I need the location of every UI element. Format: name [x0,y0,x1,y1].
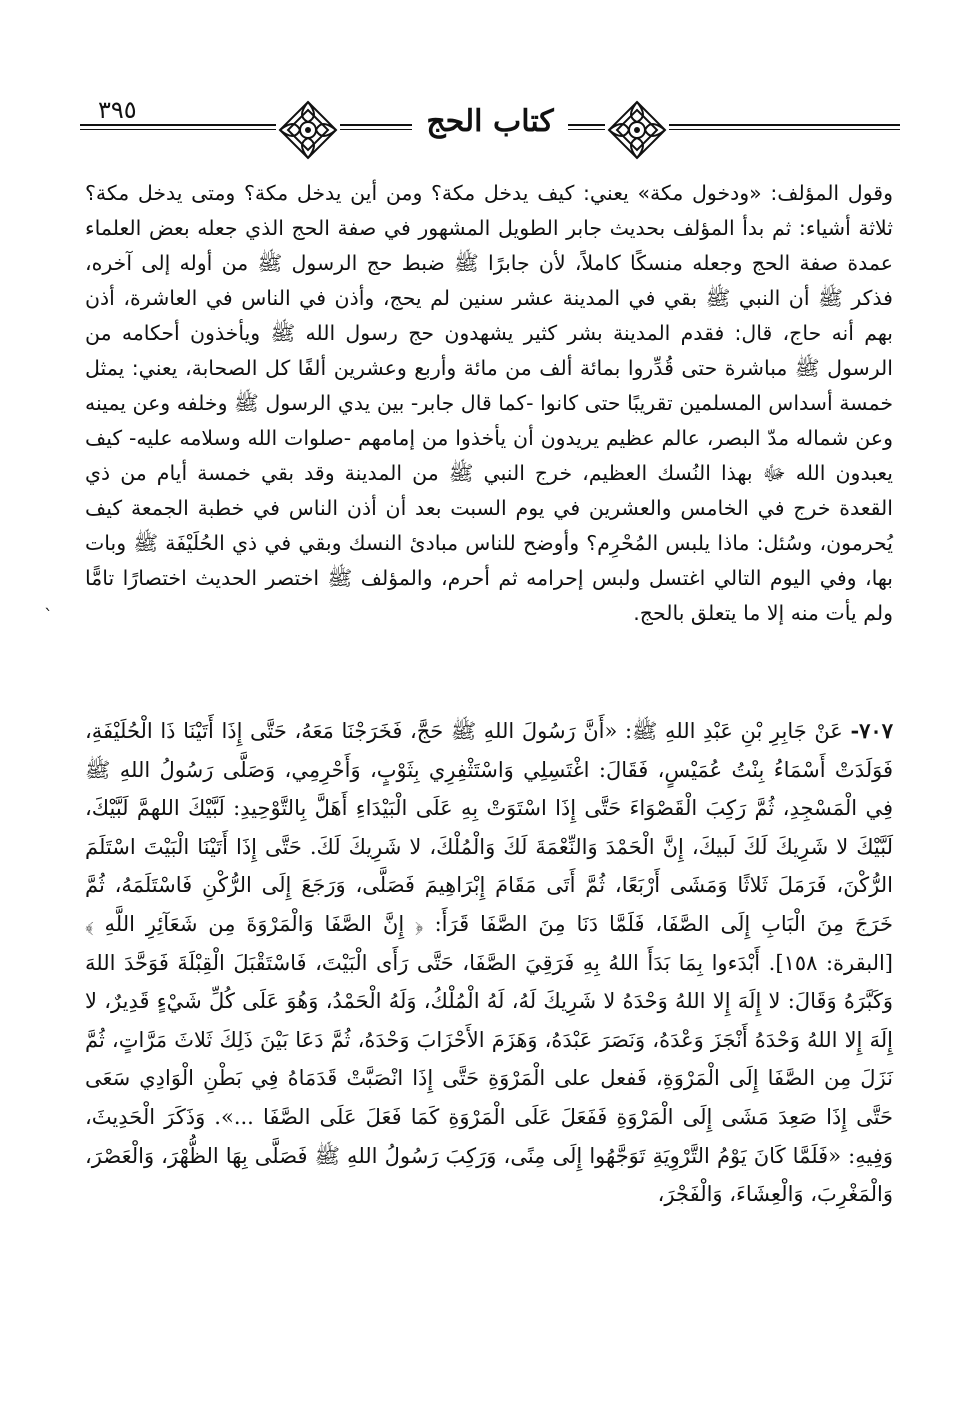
page-number: ٣٩٥ [98,96,137,124]
hadith-paragraph [85,712,893,1214]
book-title-text: كتاب الحج [412,104,567,139]
margin-mark: ˋ [44,606,53,627]
hadith-block [85,712,893,1214]
commentary-block [85,176,893,631]
book-title [80,104,900,139]
commentary-paragraph: وقول المؤلف: «ودخول مكة» يعني: كيف يدخل مكة؟ ومن أين يدخل مكة؟ ومتى يدخل مكة؟ ثلاثة أشياء: ثم بدأ المؤلف بحديث جابر الطويل المشهور في صفة الحج الذي جعله بعض العلماء عمدة صفة الحج وجعله منسكًا كاملاً، لأن جابرًا ﷺ ضبط حج الرسول ﷺ من أوله إلى آخره، فذكر ﷺ أن النبي ﷺ بقي في المدينة عشر سنين لم يحج، وأذن في الناس في العاشرة، أذن بهم أنه حاج، قال: فقدم المدينة بشر كثير يشهدون حج رسول الله ﷺ ويأخذون أحكامه من الرسول ﷺ مباشرة حتى قُدِّروا بمائة ألف من مائة وأربع وعشرين ألفًا كل الصحابة، يعني: يمثل خمسة أسداس المسلمين تقريبًا حتى كانوا -كما قال جابر- بين يدي الرسول ﷺ وخلفه وعن يمينه وعن شماله مدّ البصر، عالم عظيم يريدون أن يأخذوا من إمامهم -صلوات الله وسلامه عليه- كيف يعبدون الله ﷻ بهذا النُسك العظيم، خرج النبي ﷺ من المدينة وقد بقي خمسة أيام من ذي القعدة خرج في الخامس والعشرين في يوم السبت بعد أن أذن الناس في خطبة الجمعة كيف يُحرمون، وسُئل: ماذا يلبس المُحْرِم؟ وأوضح للناس مبادئ النسك وبقي في ذي الحُلَيْفَة ﷺ وبات بها، وفي اليوم التالي اغتسل ولبس إحرامه ثم أحرم، والمؤلف ﷺ اختصر الحديث اختصارًا تامًّا ولم يأت منه إلا ما يتعلق بالحج. [85,181,893,625]
hadith-text: عَنْ جَابِرِ بْنِ عَبْدِ اللهِ ﷺ: «أَنَّ رَسُولَ اللهِ ﷺ حَجَّ، فَخَرَجْنَا مَعَهُ، حَتَّى إِذَا أَتَيْنَا ذَا الْحُلَيْفَةِ، فَوَلَدَتْ أَسْمَاءُ بِنْتُ عُمَيْسٍ، فَقَالَ: اغْتَسِلِي وَاسْتَثْفِرِي بِثَوْبٍ، وَأَحْرِمِي، وَصَلَّى رَسُولُ اللهِ ﷺ فِي الْمَسْجِدِ، ثُمَّ رَكِبَ الْقَصْوَاءَ حَتَّى إِذَا اسْتَوَتْ بِهِ عَلَى الْبَيْدَاءِ أَهَلَّ بِالتَّوْحِيدِ: لَبَّيْكَ اللهمَّ لَبَّيْكَ، لَبَّيْكَ لا شَرِيكَ لَكَ لَبيكَ، إِنَّ الْحَمْدَ وَالنِّعْمَةَ لَكَ وَالْمُلْكَ، لا شَرِيكَ لَكَ. حَتَّى إِذَا أَتَيْنَا الْبَيْتَ اسْتَلَمَ الرُّكْنَ، فَرَمَلَ ثَلاثًا وَمَشَى أَرْبَعًا، ثُمَّ أَتَى مَقَامَ إِبْرَاهِيمَ فَصَلَّى، وَرَجَعَ إِلَى الرُّكْنِ فَاسْتَلَمَهُ، ثُمَّ خَرَجَ مِنَ الْبَابِ إِلَى الصَّفَا، فَلَمَّا دَنَا مِنَ الصَّفَا قَرَأَ: ﴿ إِنَّ الصَّفَا وَالْمَرْوَةَ مِن شَعَآئِرِ اللَّهِ ﴾ [البقرة: ١٥٨]. أَبْدَءوا بِمَا بَدَأَ اللهُ بِهِ فَرَقِيَ الصَّفَا، حَتَّى رَأَى الْبَيْتَ، فَاسْتَقْبَلَ الْقِبْلَةَ فَوَحَّدَ اللهَ وَكَبَّرَهُ وَقَالَ: لا إِلَهَ إِلا اللهُ وَحْدَهُ لا شَرِيكَ لَهُ، لَهُ الْمُلْكُ، وَلَهُ الْحَمْدُ، وَهُوَ عَلَى كُلِّ شَيْءٍ قَدِيرٌ، لا إِلَهَ إِلا اللهُ وَحْدَهُ أَنْجَزَ وَعْدَهُ، وَنَصَرَ عَبْدَهُ، وَهَزَمَ الأَحْزَابَ وَحْدَهُ، ثُمَّ دَعَا بَيْنَ ذَلِكَ ثَلاثَ مَرَّاتٍ، ثُمَّ نَزَلَ مِن الصَّفَا إِلَى الْمَرْوَةِ، فَفعل على الْمَرْوَةِ حَتَّى إِذَا انْصَبَّتْ قَدَمَاهُ فِي بَطْنِ الْوَادِي سَعَى حَتَّى إِذَا صَعِدَ مَشَى إِلَى الْمَرْوَةِ فَفَعَلَ عَلَى الْمَرْوَةِ كَمَا فَعَلَ عَلَى الصَّفَا ...». وَذَكَرَ الْحَدِيثَ، وَفِيهِ: «فَلَمَّا كَانَ يَوْمُ التَّرْوِيَةِ تَوَجَّهُوا إِلَى مِنًى، وَرَكِبَ رَسُولُ اللهِ ﷺ فَصَلَّى بِهَا الظُّهْرَ، وَالْعَصْرَ، وَالْمَغْرِبَ، وَالْعِشَاءَ، وَالْفَجْرَ، [85,719,893,1207]
hadith-number: ٧٠٧- [850,718,893,743]
page-header [80,98,900,164]
